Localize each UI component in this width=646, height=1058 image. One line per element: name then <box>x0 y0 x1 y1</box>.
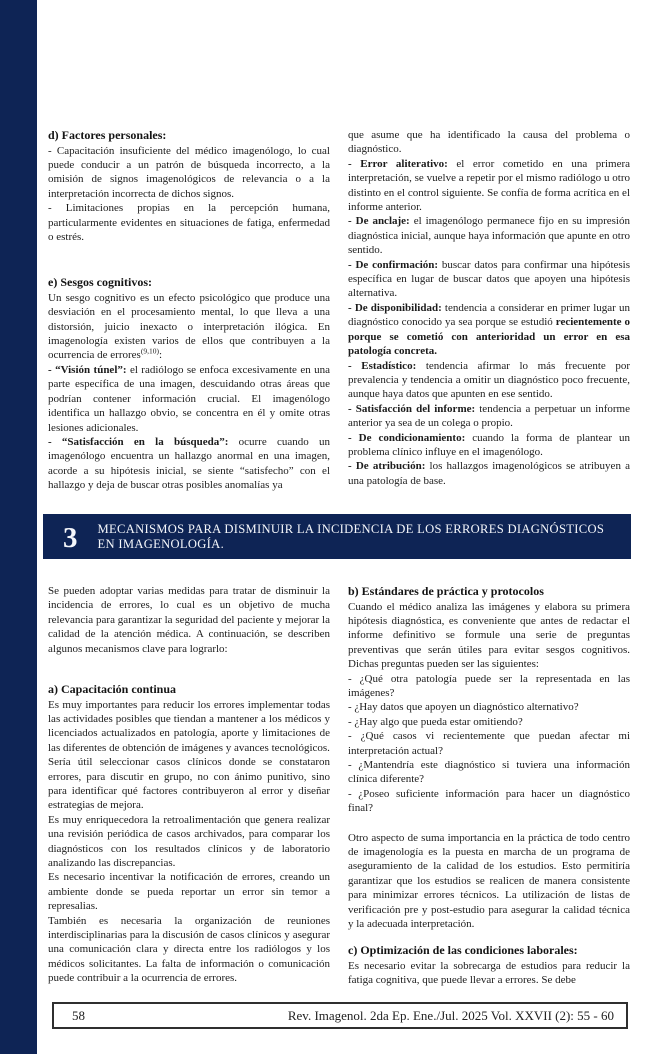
paragraph: - De confirmación: buscar datos para confirmar una hipótesis específica en lugar de buscar datos que apoyen una hipótesis alternativa. <box>348 258 630 300</box>
paragraph: Es muy importantes para reducir los errores implementar todas las actividades posibles que tiendan a mantener a los médicos y licenciados actualizados en patología, aporte y limitaciones de las diferentes de obtención de imágenes y avances tecnológicos. <box>48 698 330 754</box>
section-title-line1: MECANISMOS PARA DISMINUIR LA INCIDENCIA DE LOS ERRORES DIAGNÓSTICOS <box>97 521 605 536</box>
paragraph: Es muy enriquecedora la retroalimentación que genera realizar una revisión periódica de casos archivados, para comparar los diagnósticos con los resultados clínicos y de laboratorio analizando las discrepancias. <box>48 813 330 869</box>
paragraph: - ¿Hay algo que pueda estar omitiendo? <box>348 715 523 728</box>
paragraph: - Capacitación insuficiente del médico imagenólogo, lo cual puede conducir a un patrón de búsqueda incorrecto, a la omisión de signos imagenológicos de relevancia o a la interpretación incorrecta de dichos signos. <box>48 144 330 200</box>
footer-bar <box>52 1002 628 1029</box>
paragraph: - “Visión túnel”: el radiólogo se enfoca excesivamente en una parte específica de una imagen, descuidando otras áreas que podrían contener información crucial. El imagenólogo identifica un hallazgo obvio, se concentra en él y omite otras lesiones adicionales. <box>48 363 330 434</box>
section-title <box>98 522 605 552</box>
subsection-heading: b) Estándares de práctica y protocolos <box>348 584 544 598</box>
paragraph: - Limitaciones propias en la percepción humana, particularmente evidentes en situaciones de fatiga, enfermedad o estrés. <box>48 202 330 243</box>
paragraph: - De condicionamiento: cuando la forma de plantear un problema clínico influye en el imagenólogo. <box>348 431 630 458</box>
paragraph: Es necesario evitar la sobrecarga de estudios para reducir la fatiga cognitiva, que puede llevar a errores. Se debe <box>348 959 630 987</box>
paragraph: También es necesaria la organización de reuniones interdisciplinarias para la discusión de casos clínicos y asegurar una comunicación clara y directa entre los radiólogos y los médicos solicitantes. La falta de información o comunicación puede contribuir a la ocurrencia de errores. <box>48 914 330 985</box>
section-number: 3 <box>63 522 78 554</box>
paragraph: Sería útil seleccionar casos clínicos donde se constataron errores, para discutir en grupo, no con ánimo punitivo, sino para identificar qué factores contribuyeron al error y diseñar estrategias de mejora. <box>48 756 330 812</box>
spacer <box>48 656 330 682</box>
paragraph: - ¿Hay datos que apoyen un diagnóstico alternativo? <box>348 701 579 714</box>
paragraph: Otro aspecto de suma importancia en la práctica de todo centro de imagenología es la puesta en marcha de un programa de aseguramiento de la calidad de los estudios. Esto permitiría garantizar que los estudios se realicen de manera consistente para minimizar errores técnicos. La utilización de listas de verificación pre y post-estudio para asegurar la calidad técnica y la adecuada interpretación. <box>348 831 630 931</box>
paragraph: que asume que ha identificado la causa del problema o diagnóstico. <box>348 129 630 156</box>
subsection-heading: a) Capacitación continua <box>48 682 177 697</box>
paragraph: - De atribución: los hallazgos imagenológicos se atribuyen a una patología de base. <box>348 460 630 487</box>
paragraph: - De anclaje: el imagenólogo permanece fijo en su impresión diagnóstica inicial, aunque haya información que apunte en otro sentido. <box>348 215 630 257</box>
subsection-heading: d) Factores personales: <box>48 128 167 142</box>
paragraph: - Satisfacción del informe: tendencia a perpetuar un informe anterior ya sea de un colega o propio. <box>348 402 630 430</box>
column-bottom-left <box>48 584 330 988</box>
section-title-line2: EN IMAGENOLOGÍA. <box>97 536 225 551</box>
subsection-heading: c) Optimización de las condiciones laborales: <box>348 943 578 958</box>
paragraph: - Estadístico: tendencia afirmar lo más frecuente por prevalencia y tendencia a omitir un diagnóstico poco frecuente, aunque haya datos que apunten en ese sentido. <box>348 359 631 401</box>
spacer <box>348 931 630 943</box>
column-bottom-right <box>348 584 630 988</box>
left-margin-stripe <box>0 0 37 1054</box>
paragraph: Cuando el médico analiza las imágenes y elabora su primera hipótesis diagnóstica, es conveniente que antes de redactar el informe definitivo se formule una serie de preguntas preventivas que serán útiles para evitar sesgos cognitivos. Dichas preguntas pueden ser las siguientes: <box>348 600 630 671</box>
paragraph: - ¿Mantendría este diagnóstico si tuviera una información clínica diferente? <box>348 758 630 786</box>
paragraph: - Error aliterativo: el error cometido en una primera interpretación, se vuelve a repetir por el mismo radiólogo u otro distinto en el control siguiente. Se confía de forma acrítica en el informe anterior. <box>348 157 630 214</box>
paragraph: - ¿Poseo suficiente información para hacer un diagnóstico final? <box>348 787 630 815</box>
top-text-section <box>48 128 631 493</box>
spacer <box>48 244 330 275</box>
paragraph: Un sesgo cognitivo es un efecto psicológico que produce una desviación en el procesamiento mental, lo que lleva a una distorsión, juicio inexacto o interpretación ilógica. En imagenología existen varios de ellos que contribuyen a la ocurrencia de errores$^{(9,10)}$: <box>48 291 330 362</box>
paragraph: Es necesario incentivar la notificación de errores, creando un ambiente donde se pueda reportar un error sin temor a represalias. <box>48 871 330 913</box>
paragraph: - “Satisfacción en la búsqueda”: ocurre cuando un imagenólogo encuentra un hallazgo anormal en una imagen, acorde a su hipótesis inicial, se siente “satisfecho” con el hallazgo y deja de buscar otras posibles anomalías ya <box>48 435 331 492</box>
column-top-right <box>348 128 630 493</box>
spacer <box>348 816 630 831</box>
journal-citation: Rev. Imagenol. 2da Ep. Ene./Jul. 2025 Vol. XXVII (2): 55 - 60 <box>287 1007 614 1023</box>
paragraph: - ¿Qué casos vi recientemente que puedan afectar mi interpretación actual? <box>348 730 630 757</box>
paragraph: - De disponibilidad: tendencia a considerar en primer lugar un diagnóstico conocido ya sea porque se estudió recientemente o porque se cometió con anterioridad un error en esa patología concreta. <box>348 301 631 358</box>
subsection-heading: e) Sesgos cognitivos: <box>48 275 152 290</box>
column-top-left <box>48 128 330 493</box>
paragraph: - ¿Qué otra patología puede ser la representada en las imágenes? <box>348 672 630 699</box>
paragraph: Se pueden adoptar varias medidas para tratar de disminuir la incidencia de errores, lo cual es un objetivo de mucha relevancia para garantizar la seguridad del paciente y mejorar la calidad de la atención médica. A continuación, se describen algunos mecanismos clave para lograrlo: <box>48 585 330 655</box>
bottom-text-section <box>48 584 631 988</box>
page-number: 58 <box>72 1007 85 1023</box>
section-banner <box>43 514 631 559</box>
